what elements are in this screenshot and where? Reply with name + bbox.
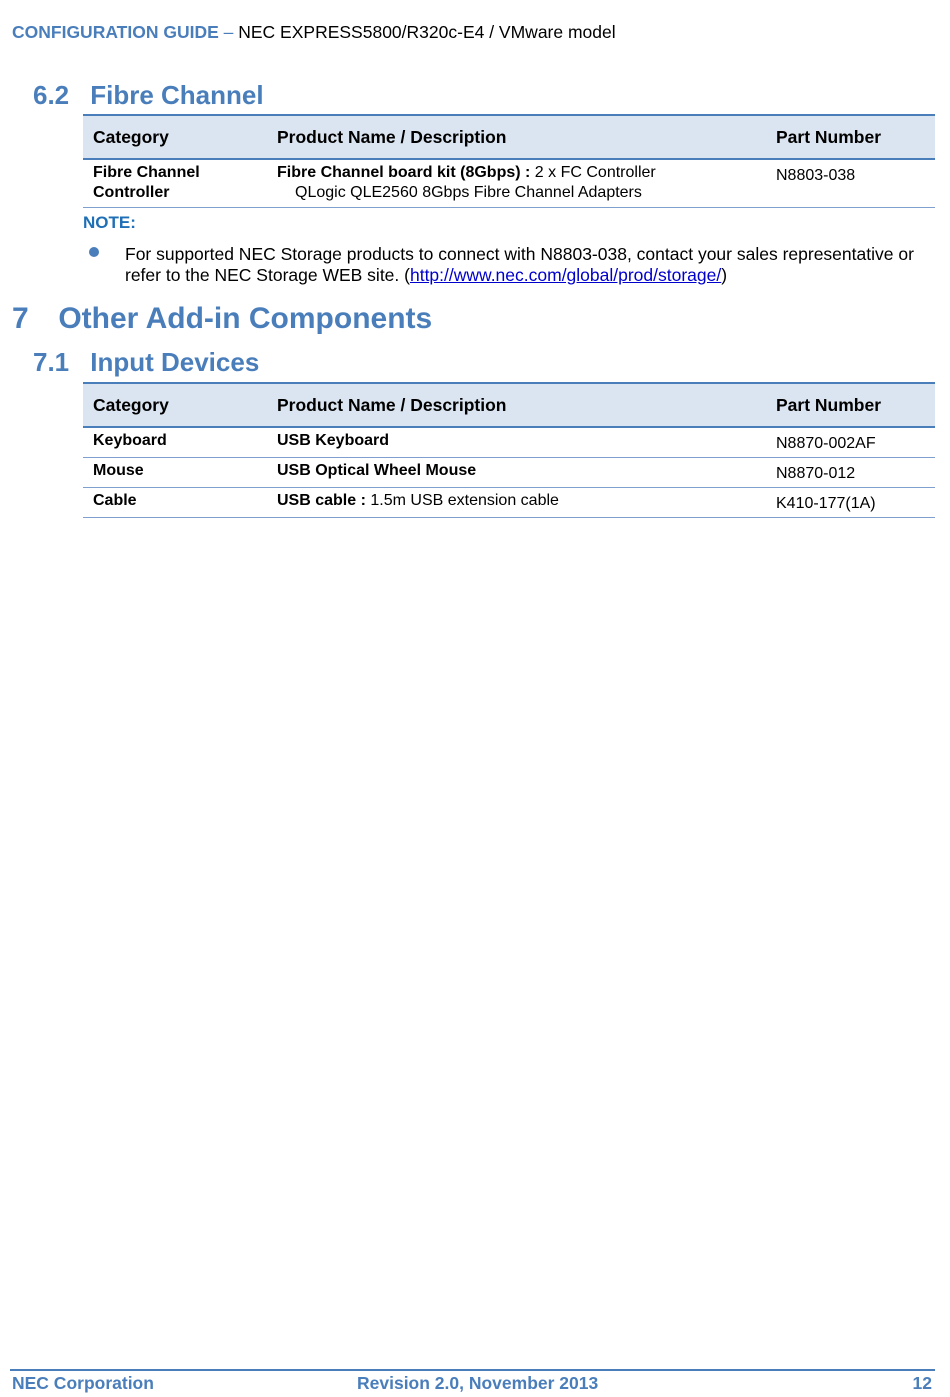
product-name: USB Keyboard: [277, 432, 390, 449]
table-header-row: [83, 115, 935, 159]
model-name: NEC EXPRESS5800/R320c-E4 / VMware model: [238, 22, 616, 42]
section-number: 7: [12, 302, 29, 335]
column-header: Product Name / Description: [267, 115, 766, 159]
storage-site-link[interactable]: http://www.nec.com/global/prod/storage/: [409, 265, 722, 285]
section-number: 6.2: [33, 80, 70, 110]
bullet-icon: [88, 246, 100, 258]
category-cell: Mouse: [83, 458, 267, 488]
table-row: [83, 159, 935, 208]
part-number-cell: K410-177(1A): [766, 488, 935, 518]
category-cell: [83, 159, 267, 208]
category-cell: Cable: [83, 488, 267, 518]
input-devices-table: [83, 382, 935, 518]
product-name: USB cable :: [277, 492, 366, 509]
note-label: NOTE:: [83, 213, 136, 232]
table-header-row: [83, 383, 935, 427]
part-number-cell: N8803-038: [766, 159, 935, 208]
table-row: [83, 488, 935, 518]
table-row: [83, 427, 935, 458]
column-header: Category: [83, 115, 267, 159]
page-number: 12: [912, 1373, 932, 1393]
column-header: Part Number: [766, 383, 935, 427]
category-line: Fibre Channel: [93, 164, 200, 181]
category-cell: Keyboard: [83, 427, 267, 458]
section-title: Input Devices: [90, 347, 260, 377]
guide-label: CONFIGURATION GUIDE: [12, 22, 219, 42]
section-number: 7.1: [33, 347, 70, 377]
product-cell: [267, 427, 766, 458]
section-7-heading: [12, 302, 432, 336]
product-subline: QLogic QLE2560 8Gbps Fibre Channel Adapters: [295, 184, 642, 201]
product-cell: [267, 159, 766, 208]
product-name: USB Optical Wheel Mouse: [277, 462, 477, 479]
section-6-2-heading: [33, 80, 264, 111]
fibre-channel-table: [83, 114, 935, 208]
section-title: Other Add-in Components: [58, 302, 433, 335]
product-description: 1.5m USB extension cable: [365, 492, 559, 509]
section-7-1-heading: [33, 347, 259, 378]
table-row: [83, 458, 935, 488]
product-name: Fibre Channel board kit (8Gbps) :: [277, 164, 531, 181]
product-description: 2 x FC Controller: [530, 164, 656, 181]
note-text: [125, 244, 940, 286]
product-cell: [267, 488, 766, 518]
header-dash: –: [223, 22, 234, 42]
part-number-cell: N8870-002AF: [766, 427, 935, 458]
note-end: ): [721, 265, 728, 285]
note-body: For supported NEC Storage products to connect with N8803-038, contact your sales representative or refer to the NEC Storage WEB site. (: [125, 244, 914, 285]
page-header: [12, 22, 616, 43]
footer-divider: [10, 1369, 935, 1371]
part-number-cell: N8870-012: [766, 458, 935, 488]
section-title: Fibre Channel: [90, 80, 264, 110]
category-line: Controller: [93, 184, 170, 201]
footer-revision: Revision 2.0, November 2013: [357, 1373, 599, 1393]
column-header: Part Number: [766, 115, 935, 159]
product-cell: [267, 458, 766, 488]
footer-company: NEC Corporation: [12, 1373, 154, 1393]
column-header: Product Name / Description: [267, 383, 766, 427]
column-header: Category: [83, 383, 267, 427]
